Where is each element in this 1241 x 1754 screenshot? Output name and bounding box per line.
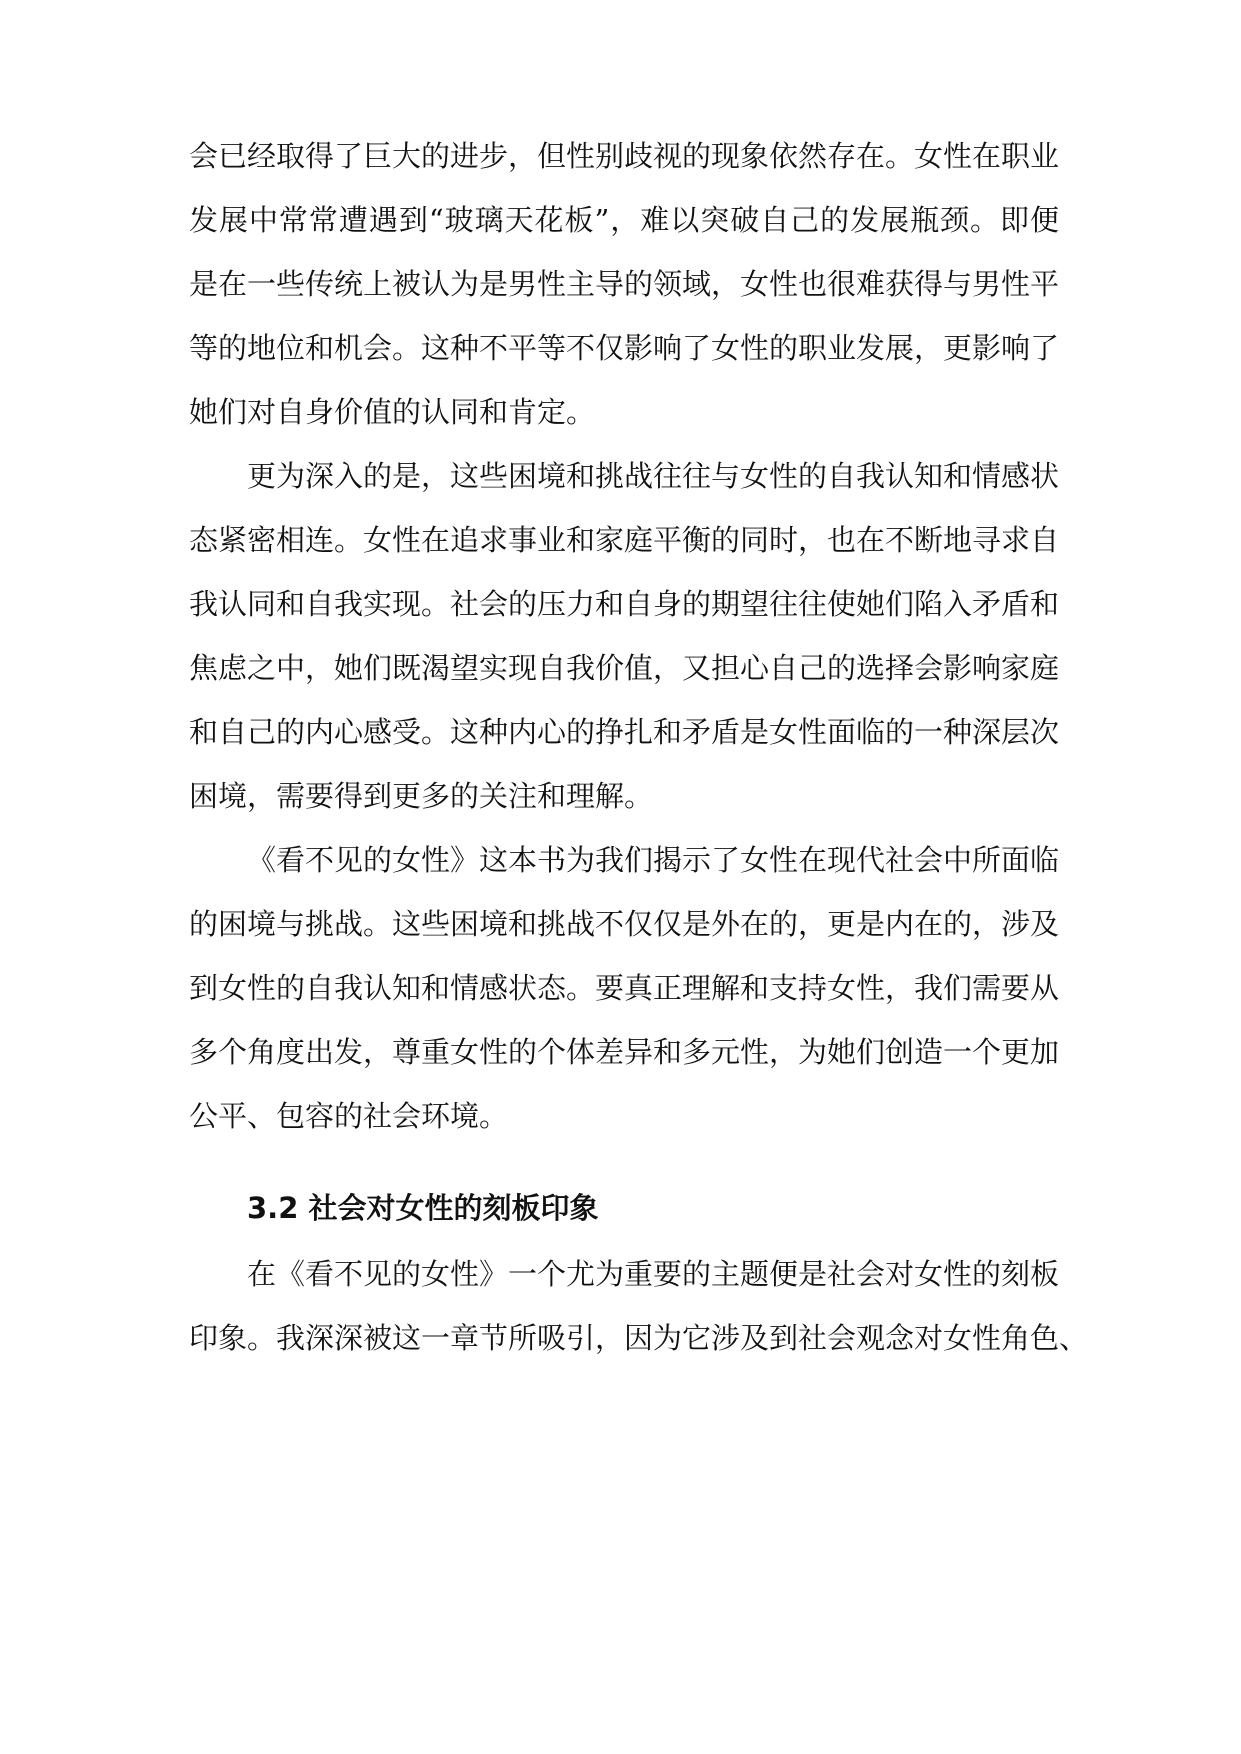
text-line: 我认同和自我实现。社会的压力和自身的期望往往使她们陷入矛盾和: [189, 587, 1060, 621]
text-line: 态紧密相连。女性在追求事业和家庭平衡的同时，也在不断地寻求自: [189, 523, 1060, 557]
text-line: 多个角度出发，尊重女性的个体差异和多元性，为她们创造一个更加: [189, 1035, 1060, 1069]
text-line: 是在一些传统上被认为是男性主导的领域，女性也很难获得与男性平: [189, 267, 1060, 301]
text-line: 和自己的内心感受。这种内心的挣扎和矛盾是女性面临的一种深层次: [189, 715, 1060, 749]
text-line: 《看不见的女性》这本书为我们揭示了女性在现代社会中所面临: [247, 843, 1060, 877]
text-line: 她们对自身价值的认同和肯定。: [189, 395, 596, 429]
text-line: 等的地位和机会。这种不平等不仅影响了女性的职业发展，更影响了: [189, 331, 1060, 365]
text-line: 公平、包容的社会环境。: [189, 1099, 509, 1133]
text-line: 印象。我深深被这一章节所吸引，因为它涉及到社会观念对女性角色、: [189, 1321, 1089, 1355]
text-line: 在《看不见的女性》一个尤为重要的主题便是社会对女性的刻板: [247, 1257, 1060, 1291]
text-line: 发展中常常遭遇到“玻璃天花板”，难以突破自己的发展瓶颈。即便: [189, 203, 1059, 237]
text-line: 到女性的自我认知和情感状态。要真正理解和支持女性，我们需要从: [189, 971, 1060, 1005]
text-line: 困境，需要得到更多的关注和理解。: [189, 779, 654, 813]
text-line: 的困境与挑战。这些困境和挑战不仅仅是外在的，更是内在的，涉及: [189, 907, 1060, 941]
text-line: 焦虑之中，她们既渴望实现自我价值，又担心自己的选择会影响家庭: [189, 651, 1060, 685]
text-line: 更为深入的是，这些困境和挑战往往与女性的自我认知和情感状: [247, 459, 1060, 493]
section-heading: 3.2 社会对女性的刻板印象: [247, 1191, 599, 1225]
text-line: 会已经取得了巨大的进步，但性别歧视的现象依然存在。女性在职业: [189, 139, 1060, 173]
